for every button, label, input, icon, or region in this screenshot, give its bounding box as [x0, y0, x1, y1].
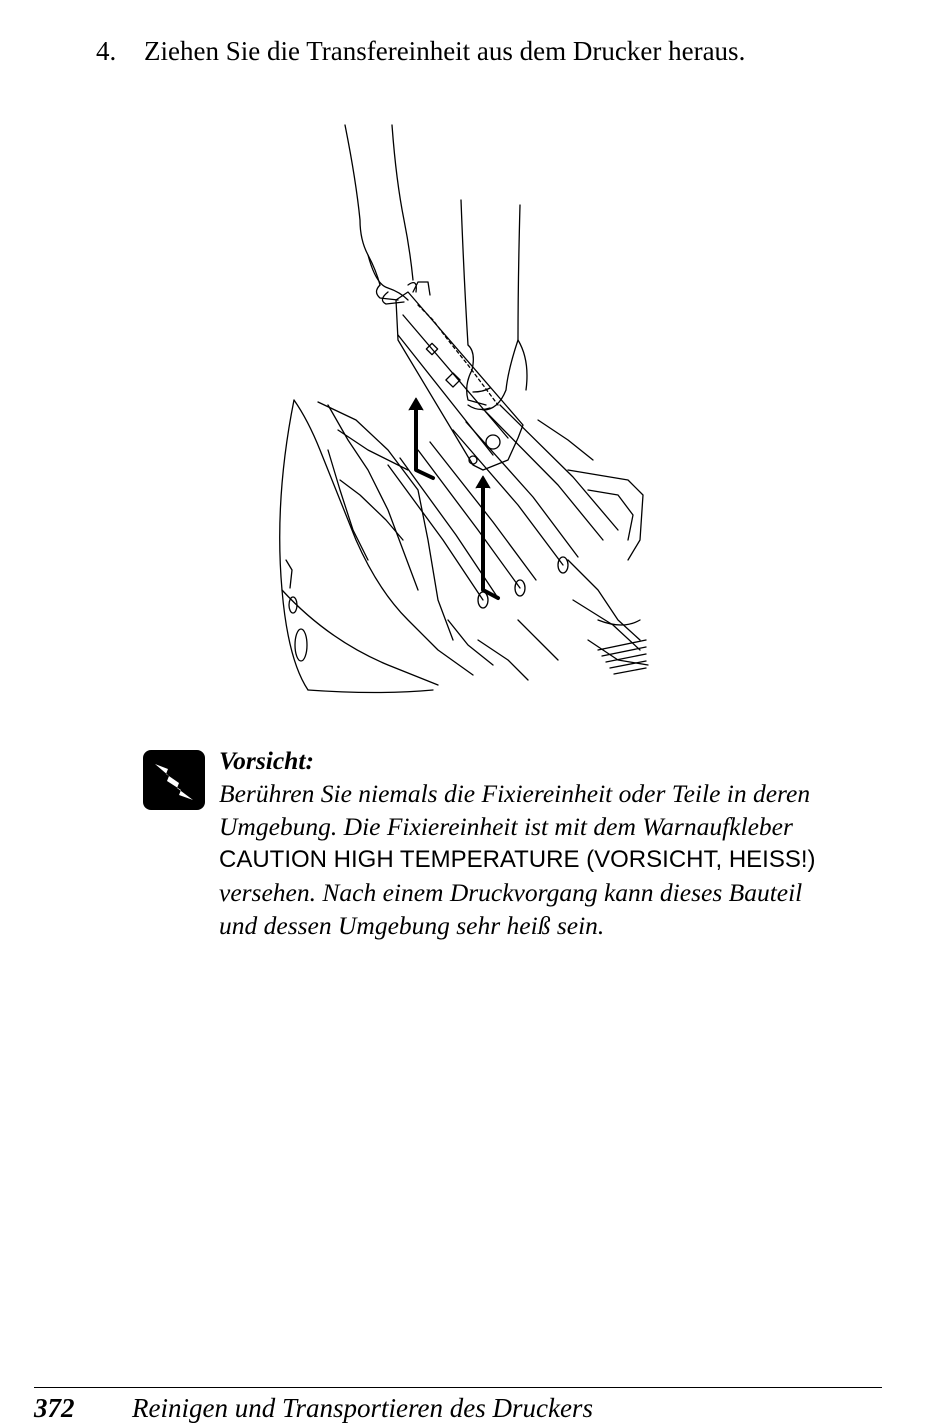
chapter-title: Reinigen und Transportieren des Druckers [132, 1393, 593, 1423]
step-instruction [96, 36, 745, 67]
page-footer [34, 1393, 593, 1424]
caution-line-1: Berühren Sie niemals die Fixiereinheit oder Teile in deren [219, 779, 811, 808]
caution-line-5: und dessen Umgebung sehr heiß sein. [219, 911, 605, 940]
caution-line-4: versehen. Nach einem Druckvorgang kann dieses Bauteil [219, 878, 803, 907]
lightning-warning-icon [143, 750, 205, 810]
footer-divider [34, 1387, 882, 1388]
caution-line-2: Umgebung. Die Fixiereinheit ist mit dem Warnaufkleber [219, 812, 793, 841]
page-number: 372 [34, 1393, 75, 1423]
caution-note [219, 744, 879, 942]
caution-title: Vorsicht: [219, 746, 314, 775]
step-number: 4. [96, 36, 117, 66]
step-text: Ziehen Sie die Transfereinheit aus dem Drucker heraus. [144, 36, 746, 66]
transfer-unit-illustration [268, 120, 650, 700]
caution-label-text: CAUTION HIGH TEMPERATURE (VORSICHT, HEISS!) [219, 846, 816, 873]
